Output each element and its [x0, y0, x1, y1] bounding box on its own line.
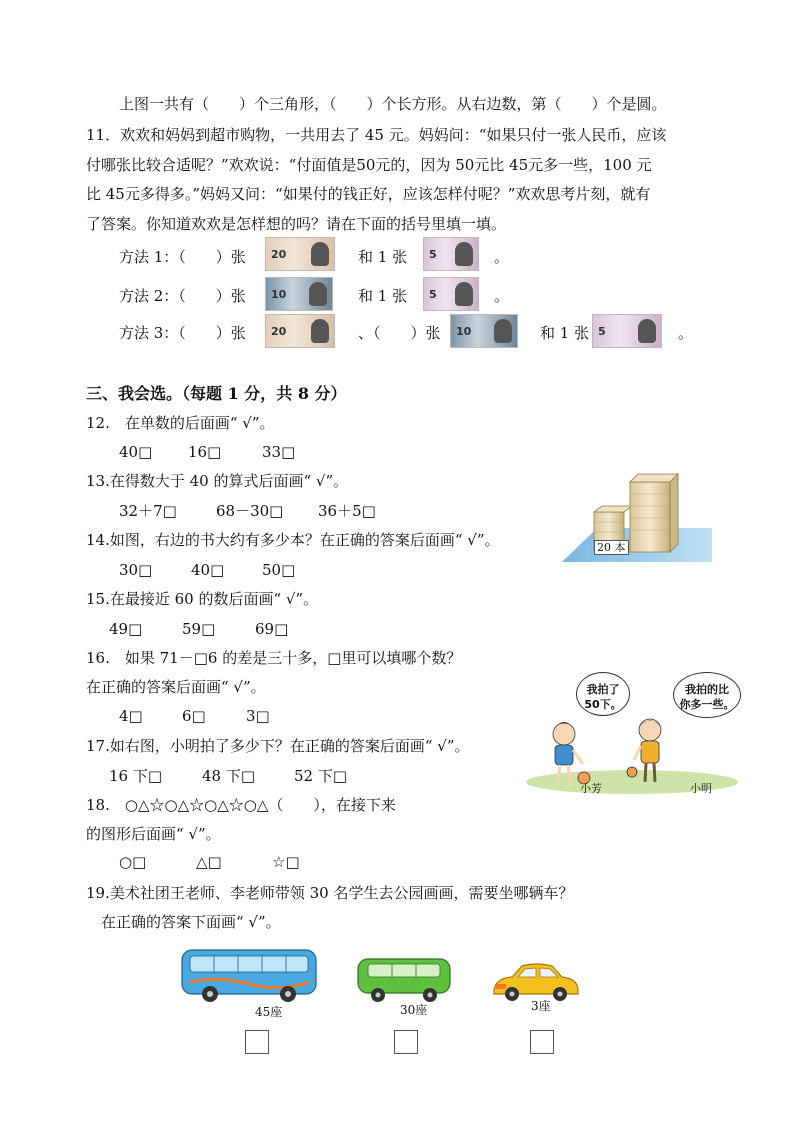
q19-question: 19.美术社团王老师、李老师带领 30 名学生去公园画画，需要坐哪辆车？: [86, 884, 574, 902]
q18-option-1[interactable]: ○□: [119, 853, 147, 871]
speech-bubble-left: [576, 672, 630, 716]
method-2-prefix: 方法 2：（ ）张: [119, 287, 246, 305]
five-yuan-bill: 5: [423, 237, 479, 271]
q11-line-1: 11．欢欢和妈妈到超市购物，一共用去了 45 元。妈妈问：“如果只付一张人民币，应该: [86, 126, 667, 144]
book-stacks-illustration: [562, 466, 712, 570]
q14-option-3[interactable]: 50□: [262, 561, 296, 579]
q11-line-4: 了答案。你知道欢欢是怎样想的吗？请在下面的括号里填一填。: [86, 215, 507, 233]
twenty-yuan-bill: 20: [265, 237, 335, 271]
q13-option-1[interactable]: 32＋7□: [119, 502, 177, 520]
book-label: 20 本: [594, 540, 629, 555]
twenty-yuan-bill: 20: [265, 314, 335, 348]
vehicle-label-bus: 45座: [255, 1005, 283, 1019]
q12-option-1[interactable]: 40□: [119, 443, 153, 461]
method-2-end: 。: [494, 287, 510, 305]
bubble-left-line-2: 50下。: [584, 698, 622, 711]
method-3-end: 。: [678, 324, 694, 342]
method-1-end: 。: [494, 248, 510, 266]
q14-option-2[interactable]: 40□: [191, 561, 225, 579]
q14-option-1[interactable]: 30□: [119, 561, 153, 579]
speech-bubble-right: [673, 672, 741, 718]
q13-option-2[interactable]: 68－30□: [216, 502, 284, 520]
q15-option-1[interactable]: 49□: [109, 620, 143, 638]
q16-option-2[interactable]: 6□: [182, 707, 206, 725]
five-yuan-bill: 5: [423, 277, 479, 311]
answer-box-bus[interactable]: [245, 1030, 269, 1054]
method-3-mid: 和 1 张: [540, 324, 590, 342]
q11-line-3: 比 45元多得多。”妈妈又问：“如果付的钱正好，应该怎样付呢？”欢欢思考片刻，就有: [86, 185, 651, 203]
q15-option-2[interactable]: 59□: [182, 620, 216, 638]
q14-question: 14.如图，右边的书大约有多少本？在正确的答案后面画“ √”。: [86, 531, 500, 549]
method-1-mid: 和 1 张: [358, 248, 408, 266]
q15-option-3[interactable]: 69□: [255, 620, 289, 638]
book-stacks-icon: [562, 466, 712, 570]
minibus-illustration: [354, 955, 454, 1005]
q12-option-3[interactable]: 33□: [262, 443, 296, 461]
kids-illustration: [520, 672, 744, 798]
q17-option-1[interactable]: 16 下□: [109, 767, 163, 785]
section-title: 三、我会选。（每题 1 分，共 8 分）: [86, 384, 347, 403]
method-3-mid2: 、（ ）张: [358, 324, 441, 342]
bubble-right-line-2: 你多一些。: [679, 698, 735, 711]
five-yuan-bill: 5: [592, 314, 662, 348]
name-label-right: 小明: [690, 782, 712, 795]
q17-option-2[interactable]: 48 下□: [202, 767, 256, 785]
q13-question: 13.在得数大于 40 的算式后面画“ √”。: [86, 472, 349, 490]
q12-option-2[interactable]: 16□: [188, 443, 222, 461]
q16-option-3[interactable]: 3□: [246, 707, 270, 725]
ten-yuan-bill: 10: [265, 277, 333, 311]
q12-question: 12. 在单数的后面画“ √”。: [86, 414, 275, 432]
q18-question: 18. ○△☆○△☆○△☆○△（ ），在接下来: [86, 796, 396, 814]
q11-line-2: 付哪张比较合适呢？”欢欢说：“付面值是50元的，因为 50元比 45元多一些，100 元: [86, 156, 652, 174]
q16-option-1[interactable]: 4□: [119, 707, 143, 725]
answer-box-minibus[interactable]: [394, 1030, 418, 1054]
vehicle-label-minibus: 30座: [400, 1003, 428, 1017]
bus-icon: [180, 946, 320, 1006]
ten-yuan-bill: 10: [450, 314, 518, 348]
q17-option-3[interactable]: 52 下□: [294, 767, 348, 785]
name-label-left: 小芳: [580, 782, 602, 795]
q16-question-2: 在正确的答案后面画“ √”。: [86, 678, 266, 696]
q13-option-3[interactable]: 36＋5□: [318, 502, 376, 520]
intro-question: 上图一共有（ ）个三角形，（ ）个长方形。从右边数，第（ ）个是圆。: [119, 95, 667, 113]
bubble-right-line-1: 我拍的比: [685, 683, 729, 696]
method-3-prefix: 方法 3：（ ）张: [119, 324, 246, 342]
q16-question: 16. 如果 71－□6 的差是三十多，□里可以填哪个数？: [86, 649, 462, 667]
bus-illustration: [180, 946, 320, 1006]
q18-option-2[interactable]: △□: [196, 853, 222, 871]
q19-question-2: 在正确的答案下面画“ √”。: [101, 913, 281, 931]
answer-box-car[interactable]: [530, 1030, 554, 1054]
method-2-mid: 和 1 张: [358, 287, 408, 305]
q18-option-3[interactable]: ☆□: [272, 853, 300, 871]
minibus-icon: [354, 955, 454, 1005]
q15-question: 15.在最接近 60 的数后面画“ √”。: [86, 590, 319, 608]
method-1-prefix: 方法 1：（ ）张: [119, 248, 246, 266]
bubble-left-line-1: 我拍了: [586, 683, 620, 696]
vehicle-label-car: 3座: [531, 999, 551, 1013]
q18-question-2: 的图形后面画“ √”。: [86, 825, 221, 843]
q17-question: 17.如右图，小明拍了多少下？在正确的答案后面画“ √”。: [86, 737, 470, 755]
